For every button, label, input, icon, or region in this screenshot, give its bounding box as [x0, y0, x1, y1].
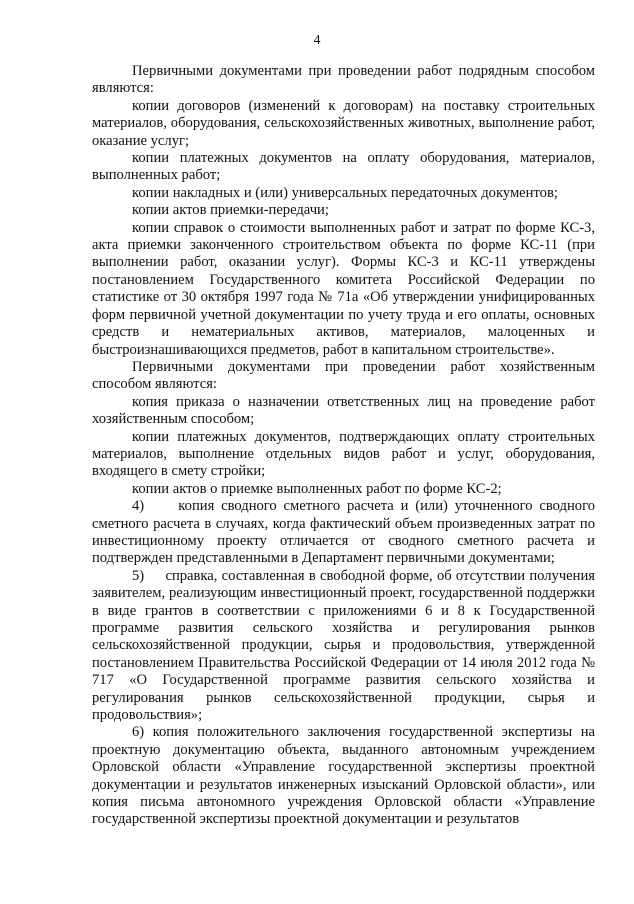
paragraph-acceptance-acts: копии актов приемки-передачи; — [132, 202, 329, 219]
paragraph-contract-primary-docs-intro: Первичными документами при проведении работ подрядным способом являются: — [92, 63, 595, 97]
paragraph-ks3-ks11-forms: копии справок о стоимости выполненных работ и затрат по форме КС-3, акта приемки законченного строительством объекта по форме КС-11 (при выполнении работ, оказании услуг). Формы КС-3 и КС-11 утверждены постановлением Государственного комитета Российской Федерации по статистике от 30 октября 1997 года № 71а «Об утверждении унифицированных форм первичной учетной документации по учету труда и его оплаты, основных средств и нематериальных активов, материалов, малоценных и быстроизнашивающихся предметов, работ в капитальном строительстве». — [92, 219, 595, 358]
paragraph-item-4-estimate: 4) копия сводного сметного расчета и (или) уточненного сводного сметного расчета в случаях, когда фактический объем произведенных затрат по инвестиционному проекту отличается от сводного сметного расчета и подтвержден представленными в Департамент первичными документами; — [92, 498, 595, 567]
paragraph-payment-docs: копии платежных документов на оплату оборудования, материалов, выполненных работ; — [92, 150, 595, 184]
paragraph-item-5-certificate: 5) справка, составленная в свободной форме, об отсутствии получения заявителем, реализующим инвестиционный проект, государственной поддержки в виде грантов в соответствии с приложениями 6 и 8 к Государственной программе развития сельского хозяйства и регулирования рынков сельскохозяйственной продукции, сырья и продовольствия, утвержденной постановлением Правительства Российской Федерации от 14 июля 2012 года № 717 «О Государственной программе развития сельского хозяйства и регулирования рынков сельскохозяйственной продукции, сырья и продовольствия»; — [92, 567, 595, 724]
paragraph-invoices: копии накладных и (или) универсальных передаточных документов; — [132, 184, 558, 201]
paragraph-economic-method-intro: Первичными документами при проведении работ хозяйственным способом являются: — [92, 358, 595, 393]
paragraph-item-6-expertise: 6) копия положительного заключения государственной экспертизы на проектную документацию объекта, выданного автономным учреждением Орловской области «Управление государственной экспертизы проектной документации и результатов инженерных изысканий Орловской области», или копия письма автономного учреждения Орловской области «Управление государственной экспертизы проектной документации и результатов — [92, 724, 595, 828]
paragraph-ks2-acts: копии актов о приемке выполненных работ по форме КС-2; — [132, 480, 502, 497]
paragraph-order-copy: копия приказа о назначении ответственных лиц на проведение работ хозяйственным способом; — [92, 393, 595, 428]
document-body — [92, 63, 595, 829]
page-number: 4 — [313, 33, 321, 48]
paragraph-contract-copies: копии договоров (изменений к договорам) на поставку строительных материалов, оборудования, сельскохозяйственных животных, выполнение работ, оказание услуг; — [92, 97, 595, 149]
paragraph-payment-confirmation: копии платежных документов, подтверждающих оплату строительных материалов, выполнение отдельных видов работ и услуг, оборудования, входящего в смету стройки; — [92, 428, 595, 480]
